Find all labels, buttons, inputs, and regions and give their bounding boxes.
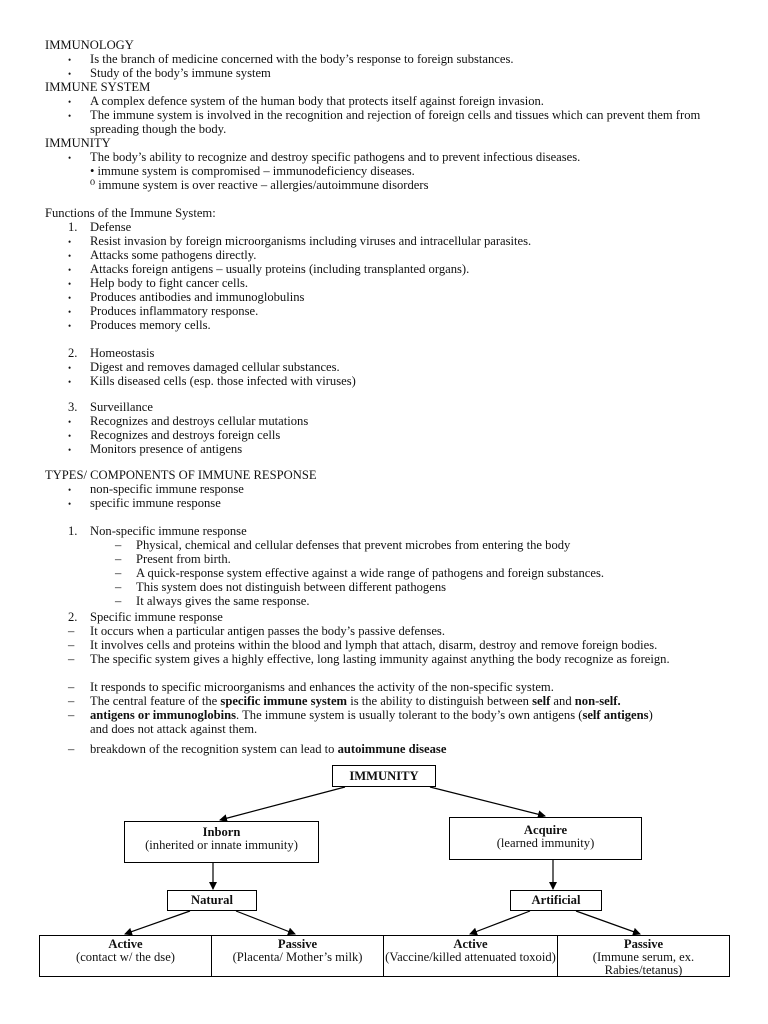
node-artificial-passive	[557, 935, 730, 977]
arrow-artificial-to-passive	[576, 911, 640, 934]
defense-item: Resist invasion by foreign microorganisms including viruses and intracellular parasites.	[90, 234, 532, 248]
node-subtitle: (Immune serum, ex. Rabies/tetanus)	[592, 950, 695, 977]
node-subtitle: (Vaccine/killed attenuated toxoid)	[385, 950, 556, 964]
bullet-marker: •	[68, 97, 72, 107]
node-immunity	[332, 765, 436, 787]
surveillance-item: Monitors presence of antigens	[90, 442, 243, 456]
nonspecific-title: Non-specific immune response	[90, 524, 247, 538]
antigens-line-cont: and does not attack against them.	[90, 722, 258, 736]
nonspecific-item: This system does not distinguish between different pathogens	[136, 580, 447, 594]
dash-marker: –	[68, 742, 75, 756]
dash-marker: –	[115, 580, 122, 594]
dash-marker: –	[68, 708, 75, 722]
surveillance-item: Recognizes and destroys cellular mutations	[90, 414, 309, 428]
immunology-item: Is the branch of medicine concerned with the body’s response to foreign substances.	[90, 52, 514, 66]
list-number: 3.	[68, 400, 78, 414]
list-number: 1.	[68, 524, 78, 538]
node-natural-active	[39, 935, 212, 977]
defense-item: Produces inflammatory response.	[90, 304, 259, 318]
types-item: specific immune response	[90, 496, 221, 510]
node-title: Active	[453, 937, 488, 951]
bullet-marker: •	[68, 377, 72, 387]
arrow-root-to-inborn	[220, 787, 345, 820]
dash-marker: –	[68, 694, 75, 708]
dash-marker: –	[68, 624, 75, 638]
text-run-bold: non-self.	[574, 694, 621, 708]
arrow-natural-to-passive	[236, 911, 295, 934]
bullet-marker: •	[68, 293, 72, 303]
dash-marker: –	[68, 638, 75, 652]
defense-item: Attacks some pathogens directly.	[90, 248, 257, 262]
list-number: 2.	[68, 346, 78, 360]
arrow-root-to-acquire	[430, 787, 545, 816]
node-subtitle: (inherited or innate immunity)	[145, 838, 298, 852]
dash-marker: –	[115, 538, 122, 552]
bullet-marker: •	[68, 321, 72, 331]
node-title: Inborn	[202, 825, 241, 839]
bullet-marker: •	[68, 55, 72, 65]
node-title: Acquire	[523, 823, 568, 837]
bullet-marker: •	[68, 417, 72, 427]
node-subtitle: (learned immunity)	[496, 836, 595, 850]
node-artificial	[510, 890, 602, 911]
dash-marker: –	[68, 652, 75, 666]
bullet-marker: •	[68, 251, 72, 261]
bullet-marker: •	[68, 111, 72, 121]
text-run: )	[648, 708, 653, 722]
bullet-marker: •	[68, 279, 72, 289]
function-title-surveillance: Surveillance	[90, 400, 153, 414]
bullet-marker: •	[68, 307, 72, 317]
arrow-natural-to-active	[125, 911, 190, 934]
specific-item: It involves cells and proteins within the blood and lymph that attach, disarm, destroy and remove foreign bodies.	[90, 638, 658, 652]
dash-marker: –	[115, 552, 122, 566]
list-number: 1.	[68, 220, 78, 234]
text-run-bold: antigens or immunoglobins	[90, 708, 237, 722]
text-run: breakdown of the recognition system can lead to	[90, 742, 338, 756]
immunity-subitem: • immune system is compromised – immunodeficiency diseases.	[90, 164, 415, 178]
bullet-marker: •	[68, 499, 72, 509]
homeostasis-item: Kills diseased cells (esp. those infected with viruses)	[90, 374, 356, 388]
immunology-item: Study of the body’s immune system	[90, 66, 271, 80]
specific-item: It occurs when a particular antigen passes the body’s passive defenses.	[90, 624, 445, 638]
node-title: Active	[108, 937, 143, 951]
defense-item: Produces antibodies and immunoglobulins	[90, 290, 305, 304]
dash-marker: –	[115, 566, 122, 580]
function-title-defense: Defense	[90, 220, 132, 234]
heading-types: TYPES/ COMPONENTS OF IMMUNE RESPONSE	[45, 468, 317, 482]
homeostasis-item: Digest and removes damaged cellular substances.	[90, 360, 340, 374]
node-title: Natural	[191, 893, 233, 907]
nonspecific-item: Physical, chemical and cellular defenses that prevent microbes from entering the body	[136, 538, 571, 552]
function-title-homeostasis: Homeostasis	[90, 346, 155, 360]
node-title: IMMUNITY	[349, 769, 419, 783]
types-item: non-specific immune response	[90, 482, 244, 496]
node-natural	[167, 890, 257, 911]
immune-system-item: A complex defence system of the human body that protects itself against foreign invasion.	[90, 94, 544, 108]
bullet-marker: •	[68, 265, 72, 275]
dash-marker: –	[115, 594, 122, 608]
specific-item: It responds to specific microorganisms and enhances the activity of the non-specific system.	[90, 680, 554, 694]
node-subtitle: (contact w/ the dse)	[76, 950, 175, 964]
text-run-bold: autoimmune disease	[337, 742, 447, 756]
text-run-bold: specific immune system	[220, 694, 348, 708]
node-title: Passive	[623, 937, 664, 951]
heading-immunology: IMMUNOLOGY	[45, 38, 134, 52]
node-subtitle: (Placenta/ Mother’s milk)	[232, 950, 363, 964]
defense-item: Produces memory cells.	[90, 318, 211, 332]
node-title: Artificial	[531, 893, 581, 907]
text-run: is the ability to distinguish between	[347, 694, 533, 708]
heading-functions: Functions of the Immune System:	[45, 206, 216, 220]
specific-item: The specific system gives a highly effective, long lasting immunity against anything the body recognize as foreign.	[90, 652, 670, 666]
bullet-marker: •	[68, 153, 72, 163]
defense-item: Attacks foreign antigens – usually proteins (including transplanted organs).	[90, 262, 470, 276]
arrow-artificial-to-active	[470, 911, 530, 934]
text-run: The central feature of the	[90, 694, 221, 708]
bullet-marker: •	[68, 431, 72, 441]
text-run-bold: self antigens	[582, 708, 649, 722]
heading-immunity: IMMUNITY	[45, 136, 111, 150]
text-run: and	[550, 694, 575, 708]
bullet-marker: •	[68, 445, 72, 455]
dash-marker: –	[68, 680, 75, 694]
nonspecific-item: A quick-response system effective against a wide range of pathogens and foreign substances.	[136, 566, 605, 580]
bullet-marker: •	[68, 237, 72, 247]
immune-system-item: The immune system is involved in the recognition and rejection of foreign cells and tissues which can prevent them from spreading though the body.	[90, 108, 701, 136]
bullet-marker: •	[68, 69, 72, 79]
immunity-item: The body’s ability to recognize and destroy specific pathogens and to prevent infectious diseases.	[90, 150, 581, 164]
text-run: . The immune system is usually tolerant to the body’s own antigens (	[236, 708, 583, 722]
nonspecific-item: It always gives the same response.	[136, 594, 310, 608]
list-number: 2.	[68, 610, 78, 624]
defense-item: Help body to fight cancer cells.	[90, 276, 249, 290]
immunity-subitem: ⁰ immune system is over reactive – allergies/autoimmune disorders	[90, 178, 429, 192]
node-acquire	[449, 817, 642, 860]
node-natural-passive	[211, 935, 384, 977]
bullet-marker: •	[68, 363, 72, 373]
node-artificial-active	[383, 935, 558, 977]
specific-title: Specific immune response	[90, 610, 223, 624]
bullet-marker: •	[68, 485, 72, 495]
surveillance-item: Recognizes and destroys foreign cells	[90, 428, 281, 442]
heading-immune-system: IMMUNE SYSTEM	[45, 80, 151, 94]
text-run-bold: self	[532, 694, 551, 708]
nonspecific-item: Present from birth.	[136, 552, 231, 566]
node-title: Passive	[277, 937, 318, 951]
node-inborn	[124, 821, 319, 863]
